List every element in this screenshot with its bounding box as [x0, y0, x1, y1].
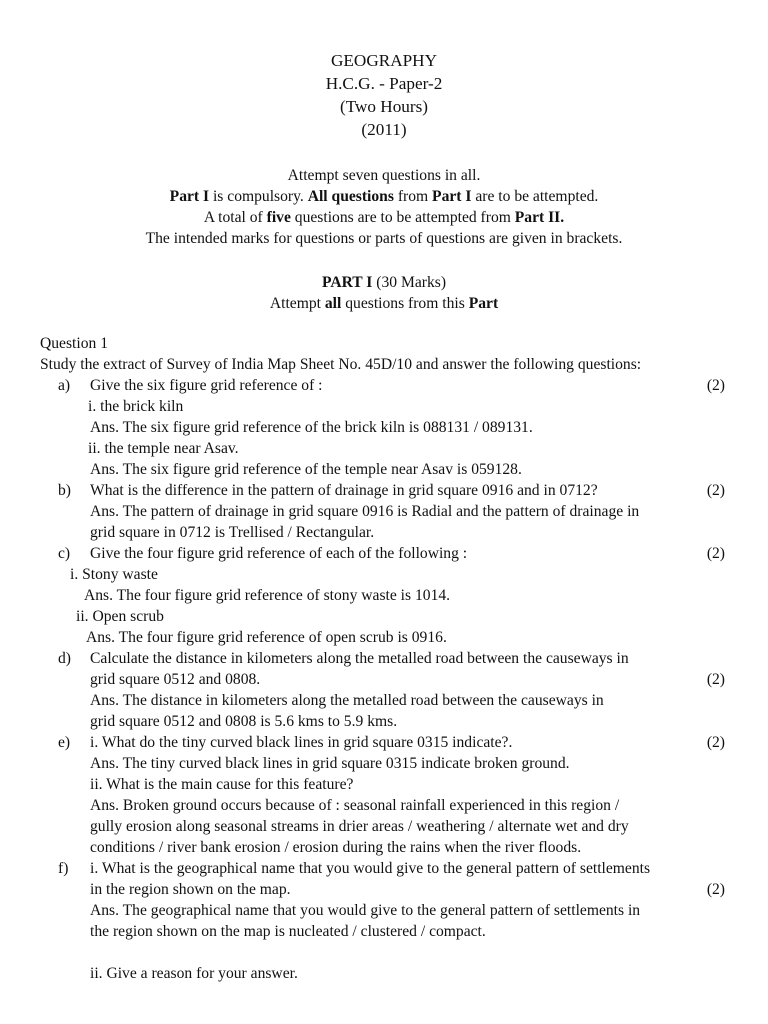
part-one-heading [0, 272, 768, 314]
part-one-subtitle: Attempt all questions from this Part [269, 295, 499, 312]
paper-duration: (Two Hours) [339, 97, 429, 116]
question-c: c) Give the four figure grid reference of each of the following : (2) [58, 545, 725, 562]
marks-a: (2) [706, 377, 725, 394]
question-d-line-1: d) Calculate the distance in kilometers along the metalled road between the causeways in [58, 650, 629, 667]
general-instructions [0, 165, 768, 249]
answer-b-line-2: grid square in 0712 is Trellised / Rectangular. [90, 524, 375, 541]
instruction-line-1: Attempt seven questions in all. [287, 167, 481, 184]
question-1-section [40, 333, 740, 984]
subject-title: GEOGRAPHY [331, 51, 437, 70]
answer-f-line-2: the region shown on the map is nucleated / clustered / compact. [90, 923, 486, 940]
instruction-line-3: A total of five questions are to be attempted from Part II. [203, 209, 565, 226]
answer-e-ii-line-2: gully erosion along seasonal streams in drier areas / weathering / alternate wet and dry [90, 818, 629, 835]
question-d-line-2: grid square 0512 and 0808. (2) [90, 671, 725, 688]
marks-d: (2) [706, 671, 725, 688]
paper-header [0, 49, 768, 141]
question-f-ii: ii. Give a reason for your answer. [90, 965, 298, 982]
marks-b: (2) [706, 482, 725, 499]
instruction-line-4: The intended marks for questions or parts of questions are given in brackets. [145, 230, 623, 247]
answer-e-i: Ans. The tiny curved black lines in grid square 0315 indicate broken ground. [90, 755, 570, 772]
answer-a-i: Ans. The six figure grid reference of the brick kiln is 088131 / 089131. [90, 419, 533, 436]
answer-d-line-2: grid square 0512 and 0808 is 5.6 kms to 5.9 kms. [90, 713, 398, 730]
question-e-ii: ii. What is the main cause for this feature? [90, 776, 354, 793]
question-c-i: i. Stony waste [70, 566, 158, 583]
answer-e-ii-line-3: conditions / river bank erosion / erosion during the rains when the river floods. [90, 839, 582, 856]
question-e: e) i. What do the tiny curved black lines in grid square 0315 indicate?. (2) [58, 734, 725, 751]
spacer [40, 942, 740, 963]
marks-c: (2) [706, 545, 725, 562]
marks-e: (2) [706, 734, 725, 751]
question-a-i: i. the brick kiln [88, 398, 184, 415]
question-a-ii: ii. the temple near Asav. [88, 440, 239, 457]
answer-c-i: Ans. The four figure grid reference of stony waste is 1014. [84, 587, 451, 604]
question-b: b) What is the difference in the pattern of drainage in grid square 0916 and in 0712? (2) [58, 482, 725, 499]
answer-d-line-1: Ans. The distance in kilometers along the metalled road between the causeways in [90, 692, 604, 709]
answer-f-line-1: Ans. The geographical name that you would give to the general pattern of settlements in [90, 902, 641, 919]
question-f-line-1: f) i. What is the geographical name that you would give to the general pattern of settlements [58, 860, 651, 877]
part-one-title: PART I (30 Marks) [321, 274, 447, 291]
question-a: a) Give the six figure grid reference of : (2) [58, 377, 725, 394]
answer-c-ii: Ans. The four figure grid reference of open scrub is 0916. [86, 629, 447, 646]
answer-e-ii-line-1: Ans. Broken ground occurs because of : seasonal rainfall experienced in this region / [90, 797, 620, 814]
answer-a-ii: Ans. The six figure grid reference of the temple near Asav is 059128. [90, 461, 522, 478]
question-intro: Study the extract of Survey of India Map Sheet No. 45D/10 and answer the following questions: [40, 356, 642, 373]
instruction-line-2: Part I is compulsory. All questions from Part I are to be attempted. [169, 188, 599, 205]
question-c-ii: ii. Open scrub [76, 608, 164, 625]
marks-f: (2) [706, 881, 725, 898]
paper-year: (2011) [361, 120, 407, 139]
question-f-line-2: in the region shown on the map. (2) [90, 881, 725, 898]
paper-code: H.C.G. - Paper-2 [325, 74, 443, 93]
answer-b-line-1: Ans. The pattern of drainage in grid square 0916 is Radial and the pattern of drainage in [90, 503, 640, 520]
question-title: Question 1 [40, 335, 109, 352]
